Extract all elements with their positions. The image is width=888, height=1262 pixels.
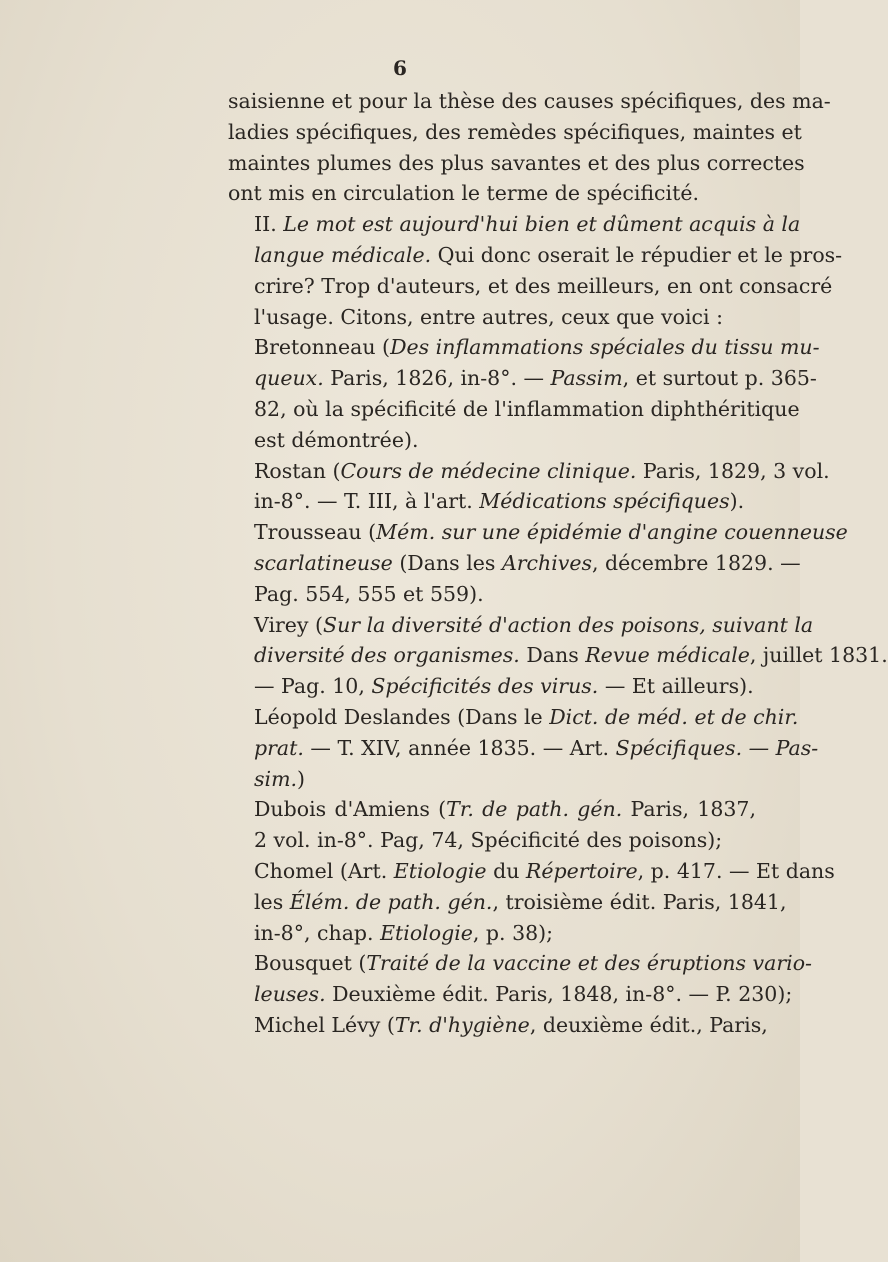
italic-text-run: Etiologie xyxy=(393,858,487,883)
text-run: Dans xyxy=(519,643,586,668)
text-run: , troisième édit. Paris, 1841, xyxy=(492,889,787,914)
text-run: Trousseau ( xyxy=(254,520,377,545)
text-run: Deuxième édit. Paris, 1848, in-8°. — P. 230); xyxy=(325,982,793,1007)
italic-text-run: leuses. xyxy=(254,982,326,1007)
text-run: du xyxy=(486,858,526,883)
text-line xyxy=(228,671,756,702)
text-line xyxy=(228,271,833,302)
text-run: — T. XIV, année 1835. — Art. xyxy=(303,735,616,760)
text-run: in-8°, chap. xyxy=(254,920,381,945)
italic-text-run: Etiologie xyxy=(380,920,473,945)
paragraph xyxy=(228,456,830,518)
text-line xyxy=(228,517,848,548)
text-run: est démontrée). xyxy=(254,427,419,452)
text-body xyxy=(228,86,888,1041)
text-run: Pag. 554, 555 et 559). xyxy=(254,581,484,606)
italic-text-run: Revue médicale xyxy=(585,643,750,668)
italic-text-run: Des inflammations spéciales du tissu mu- xyxy=(390,335,820,360)
paragraph xyxy=(228,702,819,794)
text-run: ladies spécifiques, des remèdes spécifiques, maintes et xyxy=(228,119,802,144)
italic-text-run: sim. xyxy=(254,766,298,791)
text-run: maintes plumes des plus savantes et des plus correctes xyxy=(228,150,805,175)
text-line xyxy=(228,579,756,610)
page-number: 6 xyxy=(393,56,407,80)
italic-text-run: Tr. d'hygiène xyxy=(394,1012,530,1037)
text-line xyxy=(228,456,830,487)
text-run: Michel Lévy ( xyxy=(254,1012,395,1037)
paragraph xyxy=(228,948,812,1010)
text-run: Bretonneau ( xyxy=(254,335,391,360)
paragraph xyxy=(228,1010,768,1041)
text-line xyxy=(228,86,831,117)
italic-text-run: Spécifiques. — Pas- xyxy=(615,735,819,760)
text-run: saisienne et pour la thèse des causes spécifiques, des ma- xyxy=(228,89,831,113)
italic-text-run: Répertoire xyxy=(525,858,638,883)
text-line xyxy=(228,856,835,887)
text-line xyxy=(228,640,888,671)
text-line xyxy=(228,332,820,363)
text-run: Paris, 1837, xyxy=(622,797,756,822)
paragraph xyxy=(228,856,835,948)
paragraph xyxy=(228,794,756,856)
text-line xyxy=(228,887,787,918)
text-line xyxy=(228,825,756,856)
text-line xyxy=(228,610,814,641)
italic-text-run: Cours de médecine clinique. xyxy=(340,458,637,483)
text-run: crire? Trop d'auteurs, et des meilleurs, en ont consacré xyxy=(254,273,833,298)
text-line xyxy=(228,948,812,979)
text-run: Virey ( xyxy=(254,612,324,637)
text-line xyxy=(228,548,801,579)
text-run: ) xyxy=(297,766,306,791)
text-run: , juillet 1831. xyxy=(749,643,888,668)
text-line xyxy=(228,302,756,333)
text-run: Rostan ( xyxy=(254,458,341,483)
text-line xyxy=(228,425,756,456)
text-run: Paris, 1829, 3 vol. xyxy=(636,458,830,483)
italic-text-run: scarlatineuse xyxy=(254,550,393,575)
text-line xyxy=(228,148,805,179)
italic-text-run: Archives xyxy=(501,550,593,575)
text-line xyxy=(228,794,756,825)
italic-text-run: Mém. sur une épidémie d'angine couenneuse xyxy=(376,520,848,545)
text-run: ). xyxy=(729,489,745,514)
text-run: 82, où la spécificité de l'inflammation diphthéritique xyxy=(254,396,800,421)
text-line xyxy=(228,764,756,795)
paragraph xyxy=(228,86,831,209)
italic-text-run: Élém. de path. gén. xyxy=(289,889,493,914)
text-run: Dubois d'Amiens ( xyxy=(254,797,447,822)
text-run: l'usage. Citons, entre autres, ceux que voici : xyxy=(254,304,723,329)
text-line xyxy=(228,733,819,764)
italic-text-run: Médications spécifiques xyxy=(479,489,730,514)
paragraph xyxy=(228,610,888,702)
text-run: , p. 38); xyxy=(472,920,554,945)
italic-text-run: queux. xyxy=(254,366,324,391)
text-line xyxy=(228,918,756,949)
italic-text-run: langue médicale. xyxy=(254,242,432,267)
text-line xyxy=(228,394,800,425)
paragraph xyxy=(228,209,843,332)
text-run: ont mis en circulation le terme de spécificité. xyxy=(228,181,699,206)
text-run: , décembre 1829. — xyxy=(592,550,801,575)
paragraph xyxy=(228,332,820,455)
text-run: , p. 417. — Et dans xyxy=(637,858,835,883)
text-run: (Dans les xyxy=(392,550,502,575)
text-run: les xyxy=(254,889,290,914)
italic-text-run: Tr. de path. gén. xyxy=(446,797,623,822)
text-run: Léopold Deslandes (Dans le xyxy=(254,704,550,729)
text-line xyxy=(228,979,793,1010)
italic-text-run: Spécificités des virus. xyxy=(371,674,599,699)
text-line xyxy=(228,240,843,271)
text-run: in-8°. — T. III, à l'art. xyxy=(254,489,480,514)
paragraph xyxy=(228,517,848,609)
italic-text-run: Dict. de méd. et de chir. xyxy=(549,704,799,729)
italic-text-run: Traité de la vaccine et des éruptions vario- xyxy=(366,951,812,976)
italic-text-run: Passim xyxy=(550,366,623,391)
italic-text-run: Sur la diversité d'action des poisons, suivant la xyxy=(323,612,814,637)
text-run: Paris, 1826, in-8°. — xyxy=(323,366,551,391)
italic-text-run: diversité des organismes. xyxy=(254,643,520,668)
italic-text-run: prat. xyxy=(254,735,304,760)
text-line xyxy=(228,363,817,394)
text-line xyxy=(228,209,801,240)
text-run: — Et ailleurs). xyxy=(598,674,754,699)
text-run: II. xyxy=(254,212,284,237)
italic-text-run: Le mot est aujourd'hui bien et dûment acquis à la xyxy=(283,212,801,237)
text-run: , deuxième édit., Paris, xyxy=(529,1012,768,1037)
text-run: — Pag. 10, xyxy=(254,674,372,699)
text-run: 2 vol. in-8°. Pag, 74, Spécificité des poisons); xyxy=(254,828,723,853)
text-line xyxy=(228,702,799,733)
text-run: Qui donc oserait le répudier et le pros- xyxy=(431,242,843,267)
text-line xyxy=(228,486,756,517)
text-line xyxy=(228,1010,768,1041)
text-run: Chomel (Art. xyxy=(254,858,394,883)
text-run: , et surtout p. 365- xyxy=(622,366,817,391)
text-line xyxy=(228,178,756,209)
text-line xyxy=(228,117,802,148)
text-run: Bousquet ( xyxy=(254,951,367,976)
